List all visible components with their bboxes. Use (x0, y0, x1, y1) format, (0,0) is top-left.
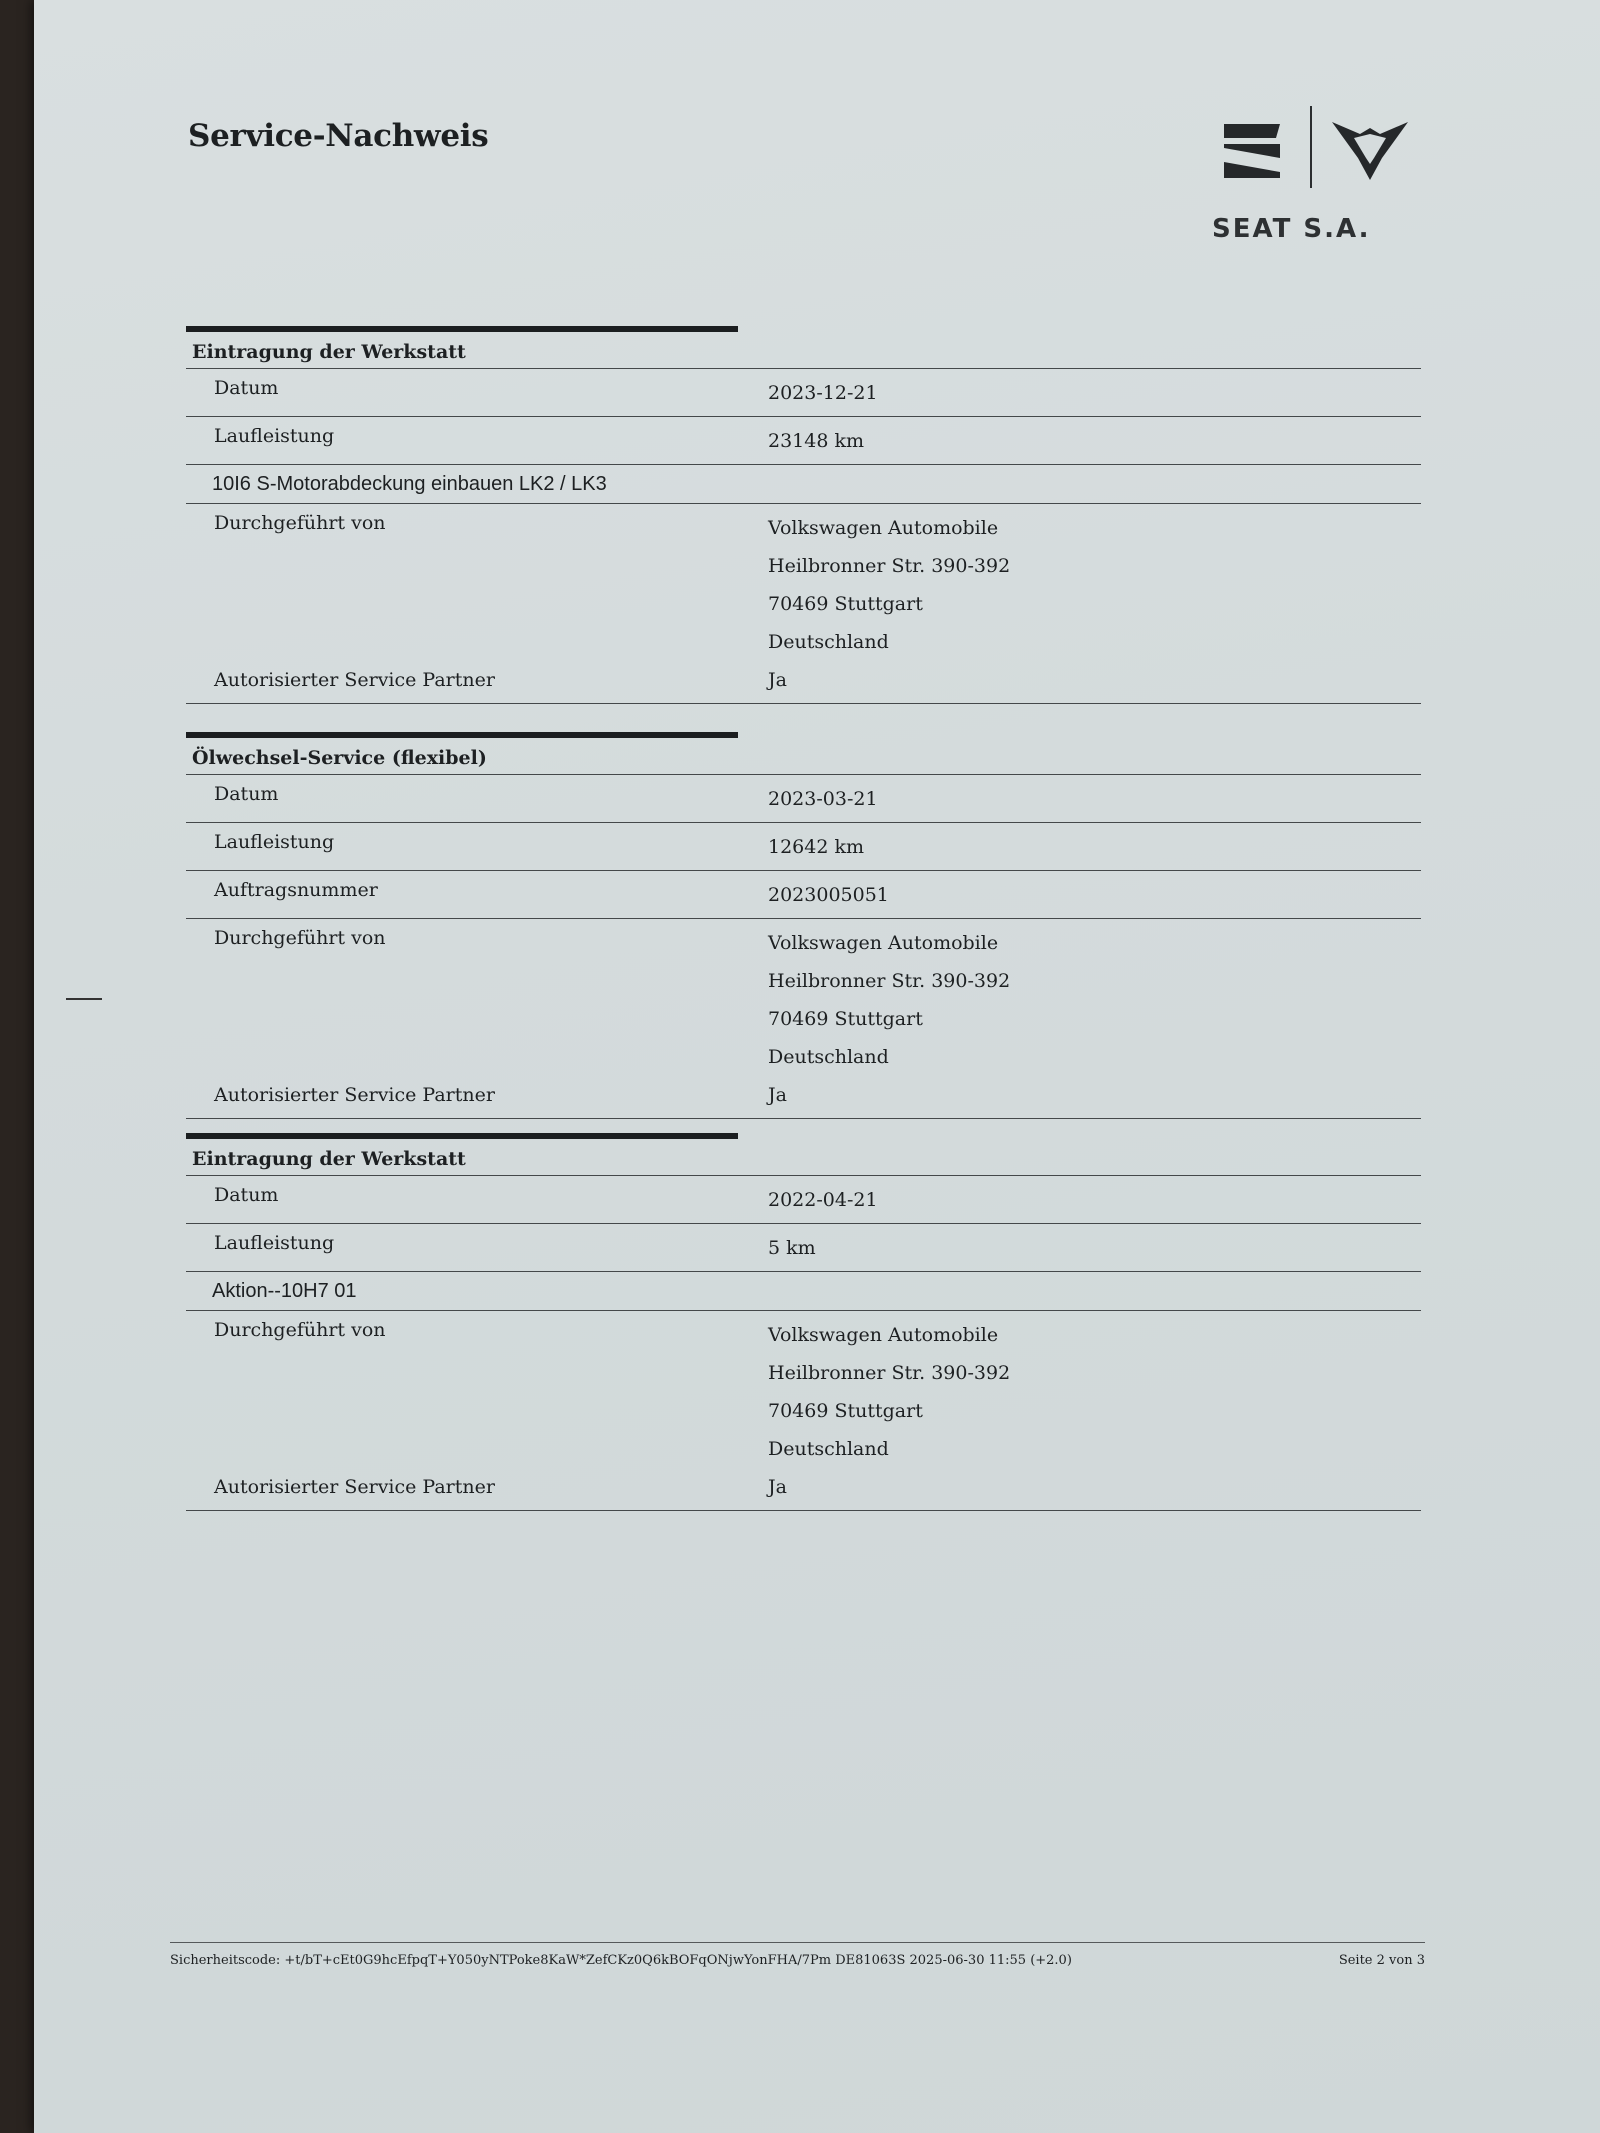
row-value: 2023005051 (768, 884, 889, 906)
row-label: Durchgeführt von (214, 927, 386, 949)
row-mileage (186, 417, 1421, 465)
row-work-item (186, 465, 1421, 504)
row-mileage (186, 823, 1421, 871)
service-entry-3 (186, 1133, 1421, 1511)
section-title: Eintragung der Werkstatt (186, 1139, 1421, 1176)
row-label: Datum (214, 783, 279, 805)
logo-divider (1310, 106, 1312, 188)
row-date (186, 1176, 1421, 1224)
address-line: Volkswagen Automobile (768, 932, 999, 954)
row-value: 2023-12-21 (768, 382, 878, 404)
page-footer (170, 1942, 1425, 1968)
row-partner (186, 1472, 1421, 1511)
address-line: Deutschland (768, 1438, 889, 1460)
row-value: 2023-03-21 (768, 788, 878, 810)
address-line: Deutschland (768, 631, 889, 653)
row-label: Auftragsnummer (214, 879, 378, 901)
row-label: Aktion--10H7 01 (212, 1280, 357, 1302)
service-entry-1 (186, 326, 1421, 704)
address-line: Heilbronner Str. 390-392 (768, 970, 1011, 992)
seat-logo-icon (1218, 116, 1288, 186)
address-line: 70469 Stuttgart (768, 1008, 923, 1030)
row-label: Durchgeführt von (214, 1319, 386, 1341)
service-entry-2 (186, 732, 1421, 1119)
page-title: Service-Nachweis (188, 118, 489, 154)
address-line: 70469 Stuttgart (768, 1400, 923, 1422)
row-label: Autorisierter Service Partner (214, 1476, 495, 1498)
row-label: Autorisierter Service Partner (214, 669, 495, 691)
row-label: Durchgeführt von (214, 512, 386, 534)
row-value: Ja (768, 669, 787, 691)
brand-name: SEAT S.A. (1212, 214, 1371, 244)
page-number: Seite 2 von 3 (1338, 1953, 1425, 1968)
row-performed-by (186, 919, 1421, 1080)
address-line: Heilbronner Str. 390-392 (768, 555, 1011, 577)
section-title: Eintragung der Werkstatt (186, 332, 1421, 369)
row-performed-by (186, 504, 1421, 665)
address-line: Volkswagen Automobile (768, 517, 999, 539)
row-partner (186, 665, 1421, 704)
row-label: Datum (214, 377, 279, 399)
row-label: Laufleistung (214, 1232, 335, 1254)
row-date (186, 775, 1421, 823)
address-line: Heilbronner Str. 390-392 (768, 1362, 1011, 1384)
row-value: 12642 km (768, 836, 865, 858)
section-title: Ölwechsel-Service (flexibel) (186, 738, 1421, 775)
row-value: 5 km (768, 1237, 816, 1259)
row-performed-by (186, 1311, 1421, 1472)
row-label: Laufleistung (214, 425, 335, 447)
security-code: Sicherheitscode: +t/bT+cEt0G9hcEfpqT+Y050yNTPoke8KaW*ZefCKz0Q6kBOFqONjwYonFHA/7Pm DE81063S 2025-06-30 11:55 (+2.0) (170, 1953, 1072, 1968)
row-value: Ja (768, 1476, 787, 1498)
row-work-item (186, 1272, 1421, 1311)
row-mileage (186, 1224, 1421, 1272)
row-order-number (186, 871, 1421, 919)
row-value: 23148 km (768, 430, 865, 452)
margin-mark (66, 998, 102, 1000)
row-value: 2022-04-21 (768, 1189, 878, 1211)
address-line: 70469 Stuttgart (768, 593, 923, 615)
address-line: Deutschland (768, 1046, 889, 1068)
row-label: Laufleistung (214, 831, 335, 853)
row-label: Datum (214, 1184, 279, 1206)
cupra-logo-icon (1330, 118, 1410, 188)
row-partner (186, 1080, 1421, 1119)
row-value: Ja (768, 1084, 787, 1106)
address-line: Volkswagen Automobile (768, 1324, 999, 1346)
row-label: 10I6 S-Motorabdeckung einbauen LK2 / LK3 (212, 473, 607, 495)
row-label: Autorisierter Service Partner (214, 1084, 495, 1106)
row-date (186, 369, 1421, 417)
